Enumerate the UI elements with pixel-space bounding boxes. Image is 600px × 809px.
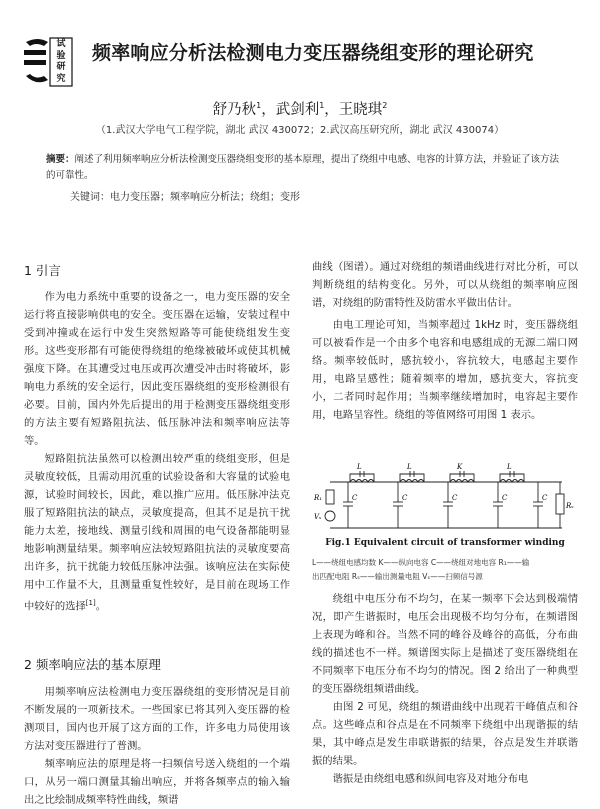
citation: [1] xyxy=(85,599,96,607)
label-l: L xyxy=(357,463,362,471)
label-c: C xyxy=(402,494,408,502)
author-line xyxy=(0,96,600,120)
figure-1-circuit xyxy=(312,462,578,534)
logo-char: 究 xyxy=(56,73,66,84)
label-c: C xyxy=(502,494,508,502)
author-sep: ， xyxy=(324,101,339,118)
label-l: L xyxy=(507,463,512,471)
label-c: C xyxy=(352,494,358,502)
abstract-label: 摘要： xyxy=(46,154,75,165)
paper-title: 频率响应分析法检测电力变压器绕组变形的理论研究 xyxy=(92,42,534,64)
logo-char: 试 xyxy=(56,39,66,49)
author-name: 王晓琪 xyxy=(338,101,383,118)
paragraph: 由图 2 可见，绕组的频谱曲线中出现若干峰值点和谷点。这些峰点和谷点是在不同频率下绕组中出现谐振的结果，其中峰点是发生串联谐振的结果，谷点是发生并联谐振的结果。 xyxy=(312,701,578,767)
author-affil: 1 xyxy=(256,101,262,110)
paragraph: 由电工理论可知，当频率超过 1kHz 时，变压器绕组可以被看作是一个由多个电容和电感组成的无源二端口网络。频率较低时，感抗较小，容抗较大，电感起主要作用，电路呈感性；随着频率的增加，感抗变大，容抗变小，二者同时起作用；当频率继续增加时，电容起主要作用，电路呈容性。绕组的等值网络可用图 1 表示。 xyxy=(312,319,578,421)
paragraph: 作为电力系统中重要的设备之一，电力变压器的安全运行将直接影响供电的安全。变压器在运输，安装过程中受到冲撞或在运行中发生突然短路等可能使绕组发生变形。这些变形都有可能使得绕组的绝缘被破坏或使其机械强度下降。在其遭受过电压或再次遭受冲击时将破坏，影响电力系统的安全运行，因此变压器绕组的变形检测很有必要。目前，国内外先后提出的用于检测变压器绕组变形的方法主要有短路阻抗法、低压脉冲法和频率响应法等等。 xyxy=(24,291,290,447)
keywords-label: 关键词： xyxy=(70,192,110,203)
paragraph: 曲线（图谱）。通过对绕组的频谱曲线进行对比分析，可以判断绕组的结构变化。另外，可以从绕组的频率响应图谱，对绕组的防雷特性及防雷水平做出估计。 xyxy=(312,261,578,309)
paragraph: 谐振是由绕组电感和纵间电容及对地分布电 xyxy=(332,773,529,785)
label-rs: Rₛ xyxy=(566,502,574,510)
section2-body xyxy=(24,683,290,809)
right-column-top xyxy=(312,258,578,424)
label-r1: R₁ xyxy=(314,494,323,502)
section1-body xyxy=(24,288,290,615)
label-l: L xyxy=(407,463,412,471)
keywords-text: 电力变压器；频率响应分析法；绕组；变形 xyxy=(110,192,300,203)
label-c: C xyxy=(542,494,548,502)
abstract-text: 阐述了利用频率响应分析法检测变压器绕组变形的基本原理，提出了绕组中电感、电容的计算方法，并验证了该方法的可靠性。 xyxy=(46,154,560,181)
paragraph: 绕组中电压分布不均匀，在某一频率下会达到极端情况，即产生谐振时，电压会出现极不均匀分布，在频谱图上表现为峰和谷。当然不同的峰谷及峰谷的高低，分布曲线的描述也不一样。频谱图实际上是描述了变压器绕组在不同频率下电压分布不均匀的情况。图 2 给出了一种典型的变压器绕组频谱曲线。 xyxy=(312,593,578,695)
logo-char: 验 xyxy=(56,50,66,61)
affiliation: （1.武汉大学电气工程学院，湖北 武汉 430072；2.武汉高压研究所，湖北 武汉 430074） xyxy=(95,125,505,136)
section-heading-2: 2 频率响应法的基本原理 xyxy=(24,657,161,672)
logo-char: 研 xyxy=(56,62,66,72)
label-c: C xyxy=(452,494,458,502)
keywords xyxy=(70,188,570,203)
author-name: 武剑利 xyxy=(275,101,320,118)
paragraph-end: 。 xyxy=(95,600,106,613)
right-column-bottom xyxy=(312,590,578,788)
label-vs: Vₛ xyxy=(314,513,322,521)
paragraph: 用频率响应法检测电力变压器绕组的变形情况是目前不断发展的一项新技术。一些国家已将其列入变压器的检测项目，国内也开展了这方面的工作，许多电力局使用该方法对变压器进行了普测。 xyxy=(24,686,290,752)
author-sep: ， xyxy=(261,101,276,118)
figure-legend xyxy=(312,556,578,584)
author-affil: 2 xyxy=(382,101,388,110)
author-name: 舒乃秋 xyxy=(212,101,257,118)
legend-line: L——绕组电感均数 K——纵向电容 C——绕组对地电容 R₁——输 xyxy=(312,558,530,567)
journal-logo xyxy=(22,36,74,88)
paragraph xyxy=(24,450,290,615)
figure-caption: Fig.1 Equivalent circuit of transformer winding xyxy=(325,538,565,548)
paragraph: 频率响应法的原理是将一扫频信号送入绕组的一个端口，从另一端口测量其输出响应，并将各频率点的输入输出之比绘制成频率特性曲线，频谱 xyxy=(24,758,290,806)
label-k: K xyxy=(457,463,463,471)
paragraph-text: 短路阻抗法虽然可以检测出较严重的绕组变形，但是灵敏度较低，且需动用沉重的试验设备和大容量的试验电源，试验时间较长，因此，难以推广应用。低压脉冲法克服了短路阻抗法的缺点，灵敏度提高，但其不足是抗干扰能力太差，接地线、测量引线和周围的电气设备都能明显地影响测量结果。频率响应法较短路阻抗法的灵敏度要高出许多，抗干扰能力较低压脉冲法强。该响应法在实际使用中工作量不大，且测量重复性较好，是目前在现场工作中较好的选择 xyxy=(24,453,290,613)
author-affil: 1 xyxy=(319,101,325,110)
legend-line: 出匹配电阻 Rₛ——输出测量电阻 Vₛ——扫频信号源 xyxy=(312,572,483,581)
section-heading-1: 1 引言 xyxy=(24,263,61,278)
abstract xyxy=(46,152,566,184)
